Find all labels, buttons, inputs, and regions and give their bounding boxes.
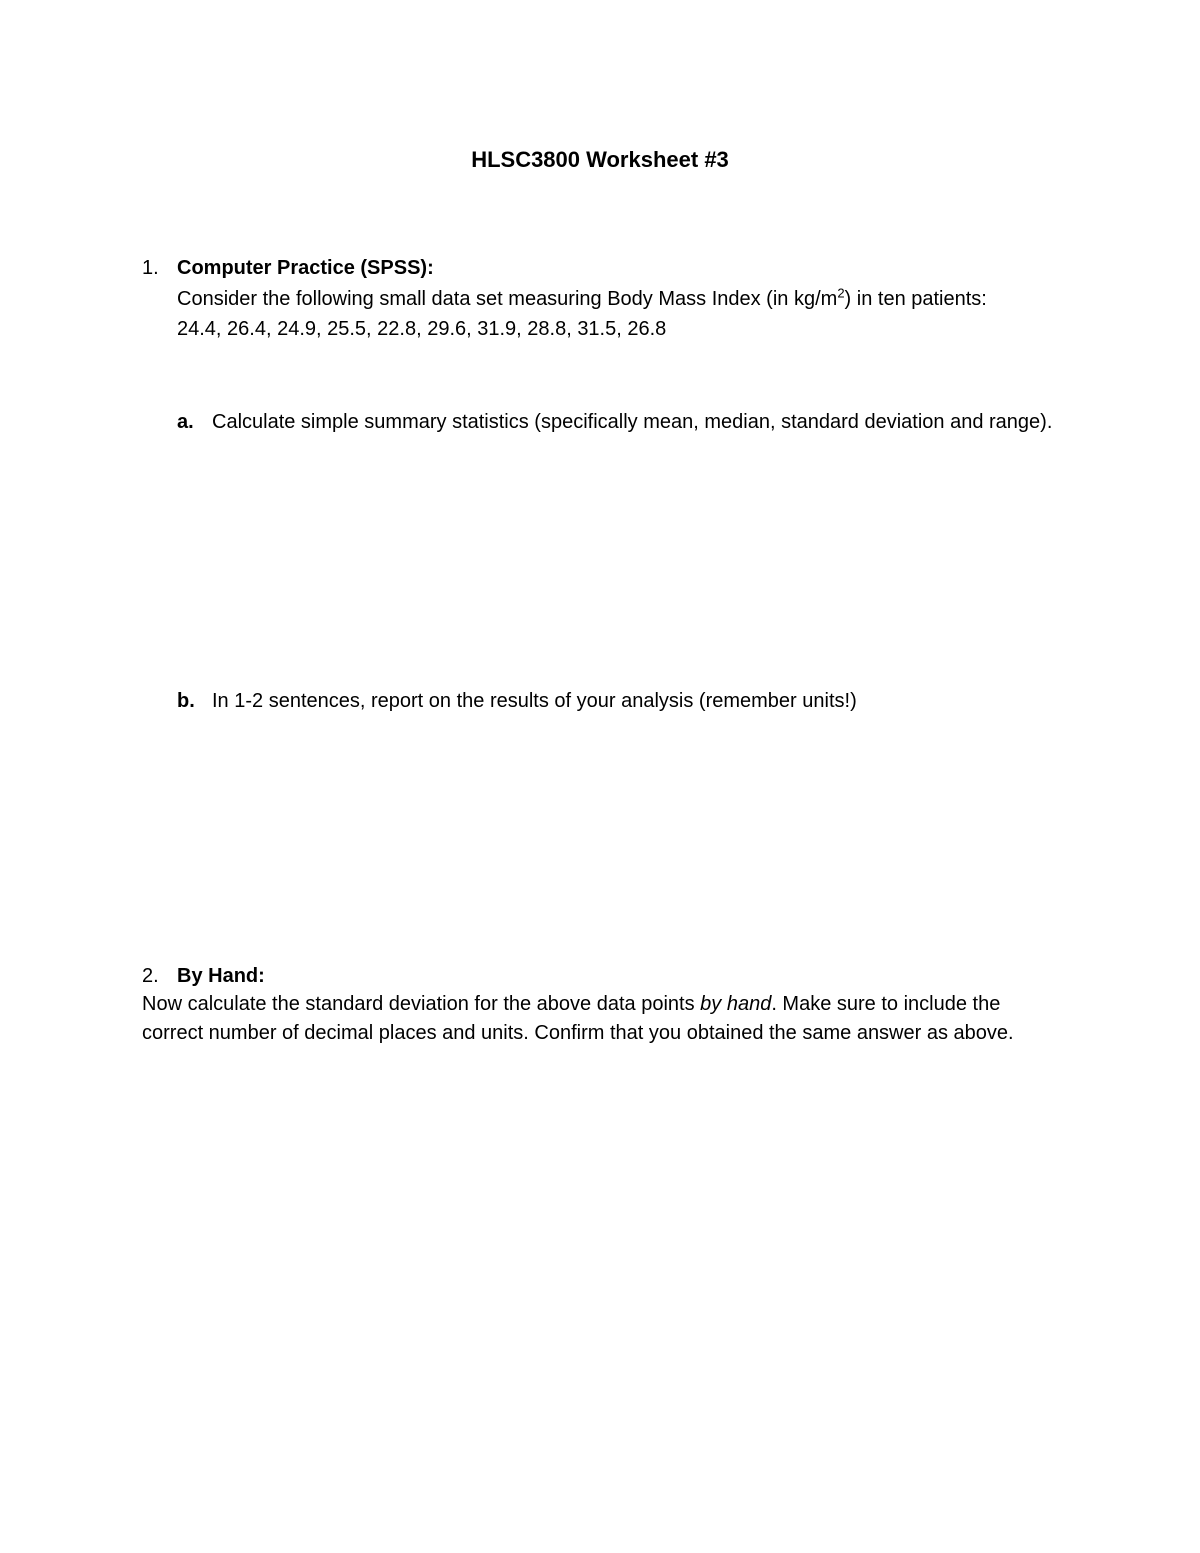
question-1-intro-tail: ) in ten patients: xyxy=(844,288,987,310)
question-1a-text: Calculate simple summary statistics (specifically mean, median, standard deviation and range). xyxy=(212,411,1053,433)
question-1-number: 1. xyxy=(142,257,159,279)
question-2-number: 2. xyxy=(142,965,159,987)
question-1-heading xyxy=(142,253,434,283)
bmi-data-values: 24.4, 26.4, 24.9, 25.5, 22.8, 29.6, 31.9, 28.8, 31.5, 26.8 xyxy=(177,318,667,340)
question-1-intro xyxy=(177,284,1077,314)
question-1b xyxy=(177,686,1057,716)
question-1b-letter: b. xyxy=(177,690,195,712)
question-2-body xyxy=(142,990,1062,1048)
question-2-body-emphasis: by hand xyxy=(700,993,772,1015)
question-1b-text: In 1-2 sentences, report on the results of your analysis (remember units!) xyxy=(212,690,857,712)
question-2-heading xyxy=(142,961,265,991)
question-2-body-tail: . Make sure to include the correct number of decimal places and units. Confirm that you obtained the same answer as above. xyxy=(142,993,1014,1044)
question-2-body-text: Now calculate the standard deviation for the above data points xyxy=(142,993,701,1015)
superscript-2: 2 xyxy=(837,285,845,301)
question-1-intro-text: Consider the following small data set measuring Body Mass Index (in kg/m xyxy=(177,288,838,310)
question-1a-letter: a. xyxy=(177,411,194,433)
page-title: HLSC3800 Worksheet #3 xyxy=(471,147,729,172)
question-1-title: Computer Practice (SPSS): xyxy=(177,257,434,279)
question-1a xyxy=(177,407,1057,437)
question-2-title: By Hand: xyxy=(177,965,265,987)
